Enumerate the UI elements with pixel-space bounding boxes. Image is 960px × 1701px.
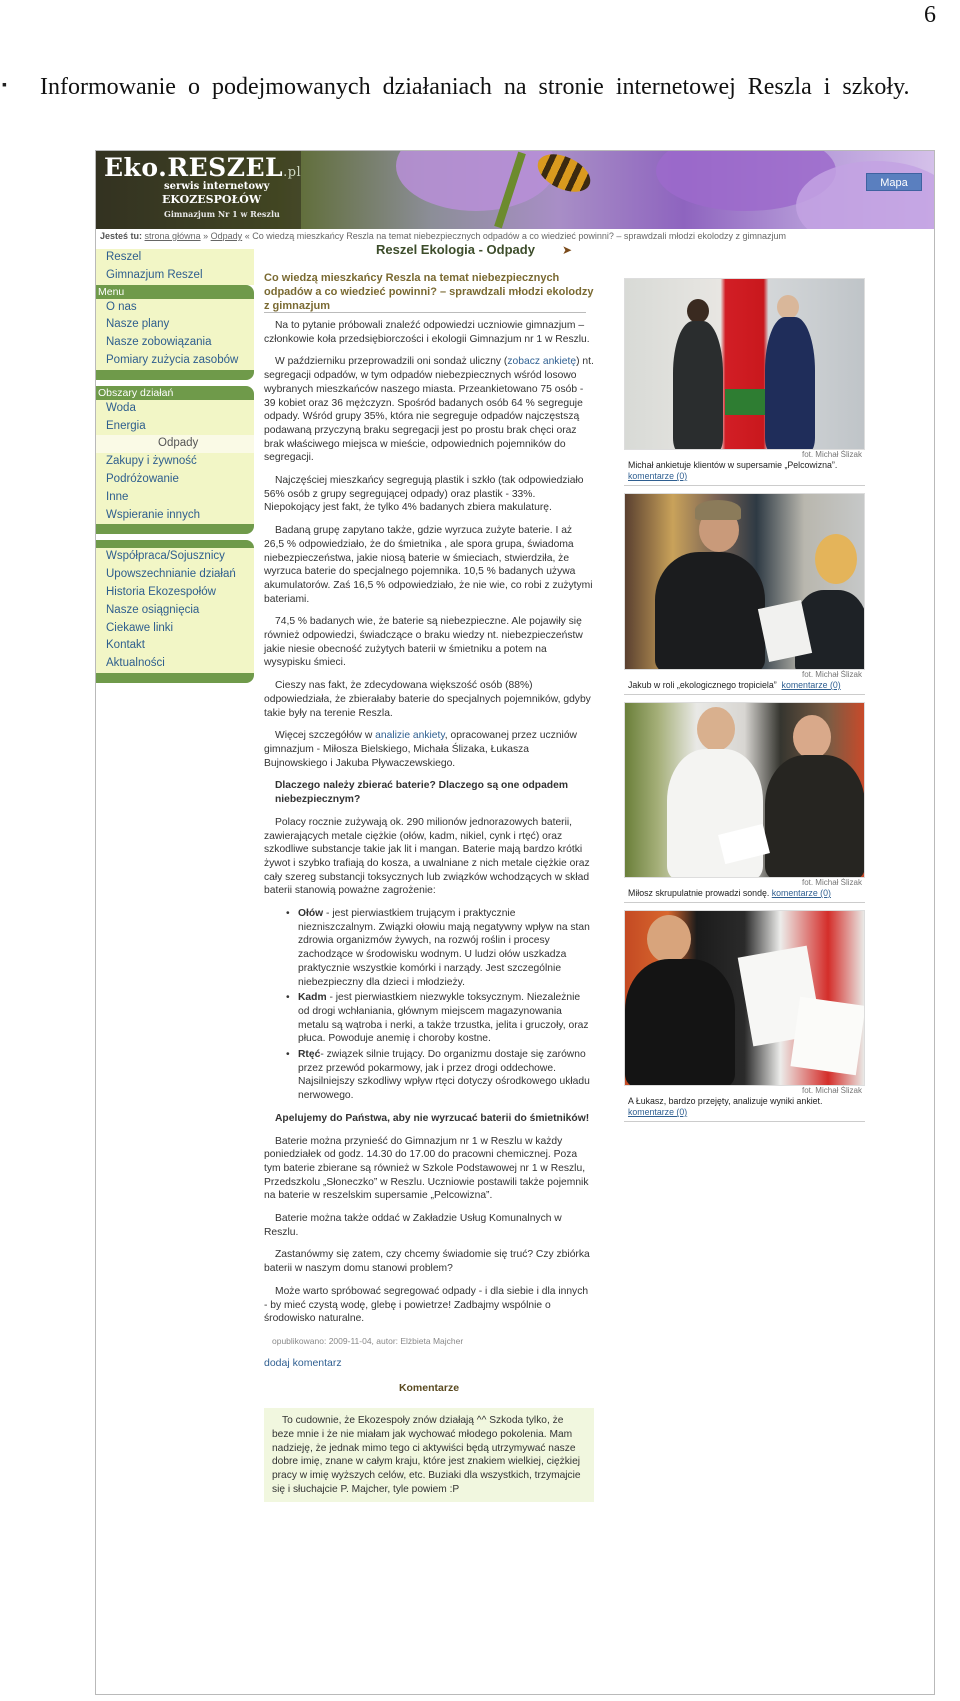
bird-icon: ➤ [562, 243, 573, 257]
photo-lukasz[interactable] [624, 910, 865, 1086]
photo-caption: Miłosz skrupulatnie prowadzi sondę. komentarze (0) [628, 888, 831, 898]
document-heading: Informowanie o podejmowanych działaniach na stronie internetowej Reszla i szkoły. [40, 74, 910, 100]
logo-line-2: EKOZESPOŁÓW [162, 193, 262, 206]
article-paragraph: W październiku przeprowadzili oni sondaż uliczny (zobacz ankietę) nt. segregacji odpadów, w tym odpadów niebezpiecznych wśród losowo wybranych mieszkańców naszego miasta. Przeankietowano 75 osób - 39 kobiet oraz 36 mężczyzn. Spośród badanych osób 64 % segreguje odpady. Wśród grupy 35%, która nie segreguje odpadów najczęstszą podawaną przyczyną braku segregacji jest po prostu brak chęci oraz brak właściwego miejsca w mieście, odpowiednich pojemników do segregacji. [264, 356, 594, 464]
photo-card [624, 493, 865, 695]
photo-column [624, 278, 865, 1129]
analysis-link[interactable]: analizie ankiety [375, 730, 445, 742]
list-item: • Ołów - jest pierwiastkiem trującym i praktycznie niezniszczalnym. Związki ołowiu mają negatywny wpływ na stan zdrowia organizmów żywych, na rozwój roślin i procesy zachodzące w środowisku wodnym. U ludzi ołów uszkadza praktycznie wszystkie komórki i narządy. Jest szczególnie niebezpieczny dla dzieci i młodzieży. [286, 907, 594, 989]
list-item: • Rtęć- związek silnie trujący. Do organizmu dostaje się zarówno przez przewód pokarmowy, jak i przez drogi oddechowe. Najsilniejszy szkodliwy wpływ rtęci dotyczy ośrodkowego układu nerwowego. [286, 1048, 594, 1103]
logo-main-text: Eko.RESZEL [104, 153, 284, 182]
photo-credit: fot. Michał Ślizak [801, 670, 862, 679]
article-paragraph: Może warto spróbować segregować odpady - i dla siebie i dla innych - by mieć czystą wodę, glebę i powietrze! Zadbajmy wspólnie o środowisko naturalne. [264, 1285, 589, 1325]
sidebar-item-woda[interactable]: Woda [96, 400, 254, 418]
article-paragraph: Baterie można także oddać w Zakładzie Usług Komunalnych w Reszlu. [264, 1213, 562, 1238]
section-title: Reszel Ekologia - Odpady [376, 242, 535, 257]
comments-link[interactable]: komentarze (0) [628, 1107, 688, 1117]
photo-card [624, 278, 865, 486]
sidebar-item-reszel[interactable]: Reszel [96, 249, 254, 267]
sidebar-item-odpady[interactable]: Odpady [96, 435, 254, 453]
breadcrumb-prefix: Jesteś tu: [100, 231, 143, 241]
breadcrumb [100, 231, 930, 241]
photo-credit: fot. Michał Ślizak [801, 450, 862, 459]
breadcrumb-separator: » [203, 231, 209, 241]
sidebar-item-wspolpraca[interactable]: Współpraca/Sojusznicy [96, 548, 254, 566]
sidebar-item-historia[interactable]: Historia Ekozespołów [96, 584, 254, 602]
site-logo[interactable] [96, 151, 301, 229]
comments-link[interactable]: komentarze (0) [781, 680, 841, 690]
comments-link[interactable]: komentarze (0) [628, 471, 688, 481]
bee-icon [532, 151, 596, 199]
publish-meta: opublikowano: 2009-11-04, autor: Elżbieta Majcher [272, 1336, 464, 1346]
article-paragraph: Cieszy nas fakt, że zdecydowana większość osób (88%) odpowiedziała, że zbierałaby baterie do specjalnych pojemników, gdyby takie były na terenie Reszla. [264, 680, 591, 719]
article-paragraph: 74,5 % badanych wie, że baterie są niebezpieczne. Ale pojawiły się również odpowiedzi, świadczące o braku wiedzy nt. niebezpieczeństw jakie niesie obecność zużytych baterii w śmietniku a potem na wysypisku śmieci. [264, 616, 583, 669]
article-paragraph: Polacy rocznie zużywają ok. 290 milionów jednorazowych baterii, zawierających metale ciężkie (ołów, kadm, nikiel, cynk i rtęć) oraz szkodliwe substancje takie jak lit i mangan. Baterie mają bardzo krótki żywot i szybko trafiają do kosza, a uwalniane z nich metale ciężkie oraz cały szereg substancji toksycznych lub związków wchodzących w skład baterii stanowią poważne zagrożenie: [264, 816, 590, 897]
sidebar-heading-obszary: Obszary działań [96, 386, 254, 400]
map-button[interactable]: Mapa [866, 173, 922, 191]
sidebar-item-nasze-plany[interactable]: Nasze plany [96, 316, 254, 334]
logo-tld: .pl [283, 165, 302, 180]
photo-credit: fot. Michał Ślizak [801, 878, 862, 887]
article-paragraph: Baterie można przynieść do Gimnazjum nr 1 w Reszlu w każdy poniedziałek od godz. 14.30 do 17.00 do pracowni chemicznej. Poza tym baterie zbierane są również w Szkole Podstawowej nr 1 w Reszlu, Przedszkolu „Słoneczko” w Reszlu. Uczniowie postawili także pojemnik na baterie w reszelskim supersamie „Pelcowizna”. [264, 1135, 589, 1202]
photo-caption: Jakub w roli „ekologicznego tropiciela” komentarze (0) [628, 680, 841, 690]
photo-caption: Michał ankietuje klientów w supersamie „Pelcowizna”. komentarze (0) [628, 460, 838, 481]
comments-link[interactable]: komentarze (0) [771, 888, 831, 898]
sidebar-item-o-nas[interactable]: O nas [96, 299, 254, 317]
comment-text: To cudownie, że Ekozespoły znów działają ^^ Szkoda tylko, że beze mnie i że nie miałam jak wychować młodego pokolenia. Mam nadzieję, że jednak mimo tego ci aktywiści będą utrzymywać nasze dobre imię, znane w całym kraju, które jest znakiem wielkiej, ciężkiej pracy w imię wyższych celów, etc. Buziaki dla wszystkich, trzymajcie się i słuchajcie P. Majcher, tyle powiem :P [272, 1415, 581, 1495]
sidebar-item-upowszechnianie[interactable]: Upowszechnianie działań [96, 566, 254, 584]
hazard-list [286, 907, 594, 1103]
sidebar-item-zakupy[interactable]: Zakupy i żywność [96, 453, 254, 471]
logo-line-1: serwis internetowy [164, 181, 270, 192]
sidebar-item-energia[interactable]: Energia [96, 418, 254, 436]
sidebar-item-aktualnosci[interactable]: Aktualności [96, 655, 254, 673]
sidebar-item-osiagniecia[interactable]: Nasze osiągnięcia [96, 602, 254, 620]
article-body [264, 319, 594, 1502]
sidebar [96, 249, 254, 689]
breadcrumb-separator: « [244, 231, 250, 241]
sidebar-item-inne[interactable]: Inne [96, 489, 254, 507]
sidebar-item-linki[interactable]: Ciekawe linki [96, 620, 254, 638]
article-paragraph: Zastanówmy się zatem, czy chcemy świadomie się truć? Czy zbiórka baterii w naszym domu stanowi problem? [264, 1249, 590, 1275]
article-subheading: Apelujemy do Państwa, aby nie wyrzucać baterii do śmietników! [275, 1112, 590, 1124]
sidebar-item-wspieranie[interactable]: Wspieranie innych [96, 507, 254, 525]
photo-caption: A Łukasz, bardzo przejęty, analizuje wyniki ankiet. komentarze (0) [628, 1096, 823, 1117]
list-item: • Kadm - jest pierwiastkiem niezwykle toksycznym. Niezależnie od drogi wchłaniania, głównym miejscem magazynowania metalu są wątroba i nerki, a także trzustka, jelita i gruczoły, oraz płuca. Powoduje anemię i choroby kostne. [286, 991, 594, 1046]
sidebar-item-podrozowanie[interactable]: Podróżowanie [96, 471, 254, 489]
article-title: Co wiedzą mieszkańcy Reszla na temat niebezpiecznych odpadów a co wiedzieć powinni? – sprawdzali młodzi ekolodzy z gimnazjum [264, 272, 594, 312]
article-paragraph: Najczęściej mieszkańcy segregują plastik i szkło (tak odpowiedziało 56% osób z grupy segregującej odpady) oraz plastik - 33%. Niepokojący jest fakt, że tylko 4% badanych zbiera makulaturę. [264, 475, 584, 514]
page-number: 6 [924, 2, 936, 28]
breadcrumb-section-link[interactable]: Odpady [210, 231, 243, 241]
sidebar-heading-menu: Menu [96, 285, 254, 299]
survey-link[interactable]: zobacz ankietę [507, 356, 577, 368]
add-comment-link[interactable]: dodaj komentarz [264, 1356, 342, 1369]
logo-line-3: Gimnazjum Nr 1 w Reszlu [164, 209, 280, 219]
bullet-icon: ▪ [2, 76, 7, 92]
photo-credit: fot. Michał Ślizak [801, 1086, 862, 1095]
photo-jakub[interactable] [624, 493, 865, 670]
comments-heading: Komentarze [398, 1382, 460, 1395]
breadcrumb-home-link[interactable]: strona główna [144, 231, 201, 241]
photo-card [624, 702, 865, 903]
sidebar-item-pomiary[interactable]: Pomiary zużycia zasobów [96, 352, 254, 370]
breadcrumb-current: Co wiedzą mieszkańcy Reszla na temat niebezpiecznych odpadów a co wiedzieć powinni? – sprawdzali młodzi ekolodzy z gimnazjum [252, 231, 786, 241]
article-paragraph: Na to pytanie próbowali znaleźć odpowiedzi uczniowie gimnazjum – członkowie koła przedsiębiorczości i ekologii Gimnazjum nr 1 w Reszlu. [264, 320, 590, 345]
photo-card [624, 910, 865, 1122]
article-paragraph: Badaną grupę zapytano także, gdzie wyrzuca zużyte baterie. I aż 26,5 % odpowiedziało, że do śmietnika , ale spora grupa, świadoma niebezpieczeństwa, jakie niosą baterie w śmieciach, stwierdziła, że wyrzuca baterie do specjalnego pojemnika. 10,5 % badanych używa akumulatorów. Zaś 16,5 % odpowiedziało, że nie wie, co robi z zużytymi bateriami. [264, 525, 593, 605]
sidebar-item-gimnazjum[interactable]: Gimnazjum Reszel [96, 267, 254, 285]
website-screenshot [95, 150, 935, 1695]
sidebar-item-kontakt[interactable]: Kontakt [96, 637, 254, 655]
article-paragraph: Więcej szczegółów w analizie ankiety, opracowanej przez uczniów gimnazjum - Miłosza Bielskiego, Michała Ślizaka, Łukasza Bujnowskiego i Jakuba Pływaczewskiego. [264, 730, 577, 769]
photo-milosz[interactable] [624, 702, 865, 878]
site-banner [96, 151, 935, 229]
comment [264, 1408, 594, 1502]
sidebar-item-zobowiazania[interactable]: Nasze zobowiązania [96, 334, 254, 352]
article-subheading: Dlaczego należy zbierać baterie? Dlaczego są one odpadem niebezpiecznym? [275, 780, 568, 806]
photo-michal[interactable] [624, 278, 865, 450]
